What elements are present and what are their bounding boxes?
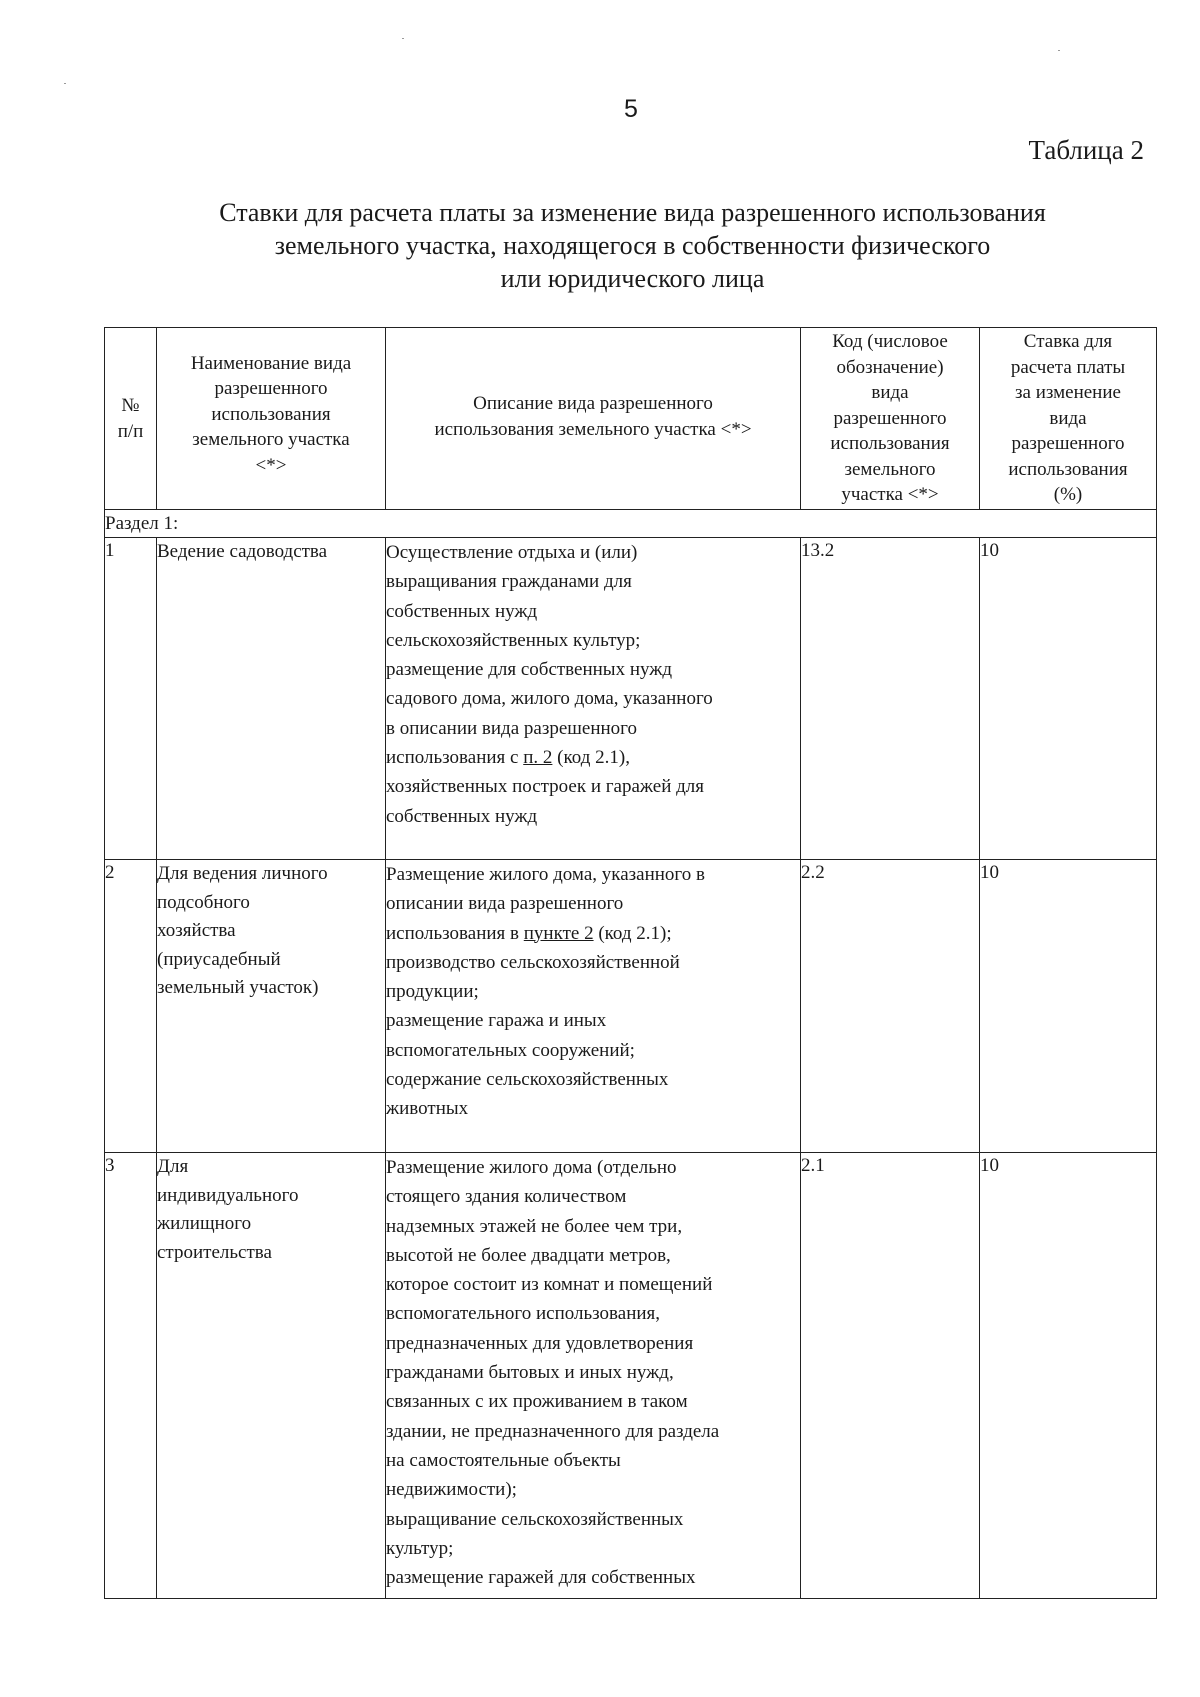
row-use-description: Размещение жилого дома, указанного в описании вида разрешенного использования в пункте 2 (код 2.1); производство сельскохозяйственной продукции; размещение гаража и иных вспомогательных сооружений; содержание сельскохозяйственных животных xyxy=(386,860,801,1153)
scan-artifact xyxy=(1058,50,1060,51)
table-row xyxy=(105,538,1157,860)
row-number: 2 xyxy=(105,860,157,1153)
row-rate: 10 xyxy=(980,860,1157,1153)
table-row xyxy=(105,860,1157,1153)
table-label: Таблица 2 xyxy=(1028,135,1144,165)
row-use-description: Размещение жилого дома (отдельно стоящего здания количеством надземных этажей не более чем три, высотой не более двадцати метров, которое состоит из комнат и помещений вспомогательного использования, предназначенных для удовлетворения гражданами бытовых и иных нужд, связанных с их проживанием в таком здании, не предназначенного для раздела на самостоятельные объекты недвижимости); выращивание сельскохозяйственных культур; размещение гаражей для собственных xyxy=(386,1153,801,1599)
table-row xyxy=(105,1153,1157,1599)
row-number: 3 xyxy=(105,1153,157,1599)
reference-link[interactable]: пункте 2 xyxy=(523,922,594,944)
row-use-name: Для ведения личного подсобного хозяйства (приусадебный земельный участок) xyxy=(157,860,386,1153)
title-line: земельного участка, находящегося в собственности физического xyxy=(274,231,991,260)
header-number: № п/п xyxy=(105,328,157,510)
row-use-name: Для индивидуального жилищного строительства xyxy=(157,1153,386,1599)
title-line: Ставки для расчета платы за изменение вида разрешенного использования xyxy=(219,198,1046,227)
scan-artifact xyxy=(402,38,404,39)
page-number: 5 xyxy=(624,95,638,123)
header-use-description: Описание вида разрешенного использования земельного участка <*> xyxy=(386,328,801,510)
table-header-row xyxy=(105,328,1157,510)
row-use-name: Ведение садоводства xyxy=(157,538,386,860)
section-row xyxy=(105,510,1157,538)
row-use-code: 2.2 xyxy=(801,860,980,1153)
rates-table xyxy=(104,327,1157,1599)
row-use-code: 2.1 xyxy=(801,1153,980,1599)
header-use-code: Код (числовое обозначение) вида разрешенного использования земельного участка <*> xyxy=(801,328,980,510)
section-label: Раздел 1: xyxy=(105,510,1157,538)
row-use-code: 13.2 xyxy=(801,538,980,860)
row-number: 1 xyxy=(105,538,157,860)
row-rate: 10 xyxy=(980,1153,1157,1599)
header-use-name: Наименование вида разрешенного использования земельного участка <*> xyxy=(157,328,386,510)
reference-link[interactable]: п. 2 xyxy=(523,747,553,769)
header-rate: Ставка для расчета платы за изменение вида разрешенного использования (%) xyxy=(980,328,1157,510)
document-title xyxy=(90,196,1175,295)
row-rate: 10 xyxy=(980,538,1157,860)
scan-artifact xyxy=(64,83,66,84)
row-use-description: Осуществление отдыха и (или) выращивания гражданами для собственных нужд сельскохозяйственных культур; размещение для собственных нужд садового дома, жилого дома, указанного в описании вида разрешенного использования с п. 2 (код 2.1), хозяйственных построек и гаражей для собственных нужд xyxy=(386,538,801,860)
title-line: или юридического лица xyxy=(500,264,765,293)
